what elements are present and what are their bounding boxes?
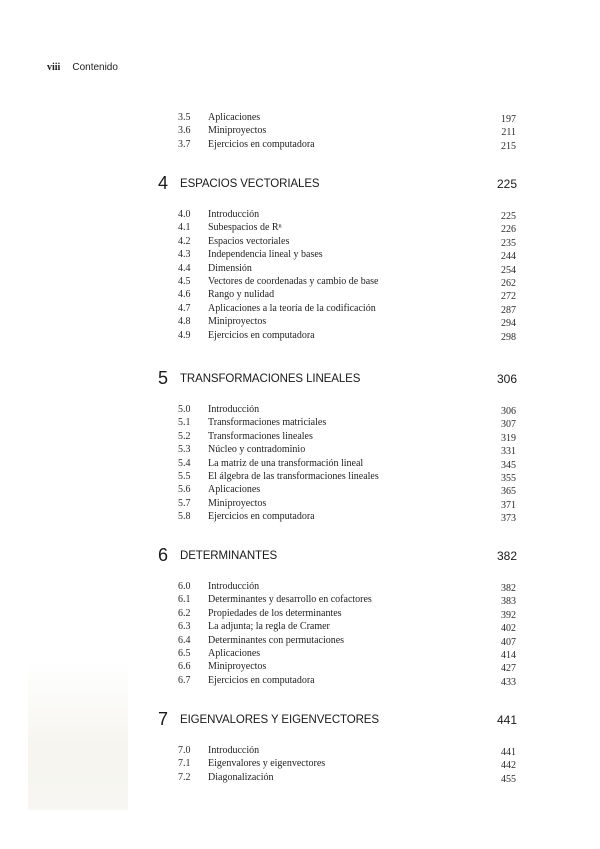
entry-page: 319 bbox=[501, 432, 516, 444]
entry-page: 226 bbox=[501, 224, 516, 236]
toc-entry[interactable] bbox=[0, 209, 600, 223]
entry-page: 331 bbox=[501, 446, 516, 458]
chapter-number: 4 bbox=[158, 173, 169, 193]
entry-title: Ejercicios en computadora bbox=[208, 329, 315, 341]
entry-title: Transformaciones lineales bbox=[208, 430, 313, 442]
toc-entry[interactable] bbox=[0, 675, 600, 689]
toc-entry[interactable] bbox=[0, 458, 600, 472]
entry-title: El álgebra de las transformaciones lineales bbox=[208, 471, 379, 482]
entry-page: 407 bbox=[501, 636, 516, 648]
toc-entry[interactable] bbox=[0, 608, 600, 622]
chapter-title: EIGENVALORES Y EIGENVECTORES bbox=[180, 714, 379, 726]
entry-page: 414 bbox=[501, 650, 516, 661]
entry-page: 235 bbox=[501, 237, 516, 249]
entry-title: Miniproyectos bbox=[208, 661, 267, 673]
toc-entry[interactable] bbox=[0, 745, 600, 759]
entry-page: 442 bbox=[501, 760, 516, 772]
entry-number: 4.2 bbox=[178, 235, 191, 247]
entry-number: 5.0 bbox=[178, 404, 191, 415]
toc-entry[interactable] bbox=[0, 621, 600, 635]
entry-page: 427 bbox=[501, 663, 516, 675]
entry-page: 433 bbox=[501, 676, 516, 688]
running-header bbox=[47, 62, 118, 73]
entry-title: Diagonalización bbox=[208, 771, 274, 783]
toc-entry[interactable] bbox=[0, 303, 600, 317]
toc-entry[interactable] bbox=[0, 498, 600, 512]
toc-entry[interactable] bbox=[0, 635, 600, 649]
entry-number: 6.4 bbox=[178, 634, 191, 646]
chapter-page: 225 bbox=[496, 177, 517, 191]
entry-title: Miniproyectos bbox=[208, 497, 267, 509]
entry-title: Eigenvalores y eigenvectores bbox=[208, 758, 326, 770]
toc-entry[interactable] bbox=[0, 404, 600, 418]
toc-entry[interactable] bbox=[0, 417, 600, 431]
entry-title: Introducción bbox=[208, 404, 260, 415]
entry-page: 244 bbox=[501, 251, 516, 263]
entry-title: Introducción bbox=[208, 745, 260, 756]
toc-entry[interactable] bbox=[0, 772, 600, 786]
toc-entry[interactable] bbox=[0, 648, 600, 662]
entry-title: Transformaciones matriciales bbox=[208, 417, 327, 429]
toc-entry[interactable] bbox=[0, 249, 600, 263]
entry-page: 294 bbox=[501, 318, 516, 330]
toc-entry[interactable] bbox=[0, 276, 600, 290]
toc-entry[interactable] bbox=[0, 594, 600, 608]
chapter-heading[interactable] bbox=[0, 368, 600, 390]
entry-number: 6.7 bbox=[178, 674, 191, 686]
entry-page: 373 bbox=[501, 513, 516, 525]
entry-page: 197 bbox=[501, 114, 516, 125]
entry-title: Aplicaciones bbox=[208, 484, 261, 496]
entry-number: 7.0 bbox=[178, 745, 191, 756]
entry-title: Aplicaciones bbox=[208, 112, 261, 123]
entry-number: 3.6 bbox=[178, 125, 191, 137]
entry-number: 4.6 bbox=[178, 289, 191, 301]
entry-title: Determinantes y desarrollo en cofactores bbox=[208, 594, 372, 606]
entry-page: 441 bbox=[501, 747, 516, 758]
entry-title: Determinantes con permutaciones bbox=[208, 634, 345, 646]
entry-number: 5.2 bbox=[178, 430, 191, 442]
entry-page: 306 bbox=[501, 406, 516, 417]
entry-number: 4.8 bbox=[178, 316, 191, 328]
toc-entry[interactable] bbox=[0, 511, 600, 525]
entry-title: Núcleo y contradominio bbox=[208, 444, 306, 456]
entry-page: 211 bbox=[501, 127, 516, 139]
entry-title: Miniproyectos bbox=[208, 125, 267, 137]
chapter-page: 306 bbox=[496, 372, 517, 386]
chapter-number: 5 bbox=[158, 368, 169, 388]
entry-number: 4.4 bbox=[178, 262, 191, 274]
entry-title: Miniproyectos bbox=[208, 316, 267, 328]
entry-number: 6.3 bbox=[178, 621, 191, 633]
entry-page: 392 bbox=[501, 609, 516, 621]
chapter-heading[interactable] bbox=[0, 173, 600, 195]
chapter-page: 441 bbox=[496, 713, 517, 727]
chapter-page: 382 bbox=[496, 549, 517, 563]
toc-entry[interactable] bbox=[0, 431, 600, 445]
entry-title: Independencia lineal y bases bbox=[208, 249, 323, 261]
entry-title: Ejercicios en computadora bbox=[208, 674, 315, 686]
entry-page: 382 bbox=[501, 583, 516, 594]
entry-title: Rango y nulidad bbox=[208, 289, 275, 301]
entry-number: 4.0 bbox=[178, 209, 191, 220]
entry-number: 3.7 bbox=[178, 138, 191, 150]
entry-number: 4.1 bbox=[178, 222, 191, 234]
chapter-title: ESPACIOS VECTORIALES bbox=[180, 178, 320, 190]
entry-number: 4.3 bbox=[178, 249, 191, 261]
entry-page: 254 bbox=[501, 264, 516, 276]
toc-entry[interactable] bbox=[0, 236, 600, 250]
toc-entry[interactable] bbox=[0, 112, 600, 126]
entry-number: 5.5 bbox=[178, 471, 191, 482]
entry-page: 345 bbox=[501, 459, 516, 471]
entry-number: 4.7 bbox=[178, 302, 191, 314]
toc-entry[interactable] bbox=[0, 222, 600, 236]
entry-page: 262 bbox=[501, 278, 516, 289]
chapter-heading[interactable] bbox=[0, 545, 600, 567]
entry-page: 215 bbox=[501, 140, 516, 152]
chapter-title: DETERMINANTES bbox=[180, 550, 278, 562]
chapter-number: 7 bbox=[158, 709, 169, 729]
entry-number: 5.8 bbox=[178, 511, 191, 523]
entry-number: 5.7 bbox=[178, 497, 191, 509]
entry-title: Aplicaciones bbox=[208, 648, 261, 659]
entry-title: Aplicaciones a la teoría de la codificación bbox=[208, 302, 376, 314]
entry-number: 6.1 bbox=[178, 594, 191, 606]
toc-entry[interactable] bbox=[0, 444, 600, 458]
entry-title: Ejercicios en computadora bbox=[208, 138, 315, 150]
toc-entry[interactable] bbox=[0, 471, 600, 485]
entry-number: 6.0 bbox=[178, 581, 191, 592]
entry-title: Espacios vectoriales bbox=[208, 235, 290, 247]
entry-page: 455 bbox=[501, 773, 516, 785]
toc-entry[interactable] bbox=[0, 330, 600, 344]
entry-page: 225 bbox=[501, 211, 516, 222]
entry-page: 307 bbox=[501, 419, 516, 431]
entry-title: Introducción bbox=[208, 581, 260, 592]
entry-title: La adjunta; la regla de Cramer bbox=[208, 621, 330, 633]
header-page-number: viii bbox=[47, 62, 61, 73]
entry-number: 6.6 bbox=[178, 661, 191, 673]
entry-number: 6.2 bbox=[178, 607, 191, 619]
entry-number: 5.4 bbox=[178, 457, 191, 469]
entry-number: 5.1 bbox=[178, 417, 191, 429]
entry-number: 5.3 bbox=[178, 444, 191, 456]
entry-page: 402 bbox=[501, 623, 516, 635]
entry-title: Subespacios de Rⁿ bbox=[208, 222, 282, 234]
header-running-title: Contenido bbox=[72, 62, 118, 73]
entry-title: Ejercicios en computadora bbox=[208, 511, 315, 523]
entry-title: Propiedades de los determinantes bbox=[208, 607, 342, 619]
entry-number: 3.5 bbox=[178, 112, 191, 123]
entry-page: 287 bbox=[501, 304, 516, 316]
toc-entry[interactable] bbox=[0, 484, 600, 498]
toc-entry[interactable] bbox=[0, 125, 600, 139]
chapter-number: 6 bbox=[158, 545, 169, 565]
chapter-heading[interactable] bbox=[0, 709, 600, 731]
toc-entry[interactable] bbox=[0, 661, 600, 675]
entry-number: 4.9 bbox=[178, 329, 191, 341]
entry-number: 6.5 bbox=[178, 648, 191, 659]
entry-page: 365 bbox=[501, 486, 516, 498]
entry-number: 5.6 bbox=[178, 484, 191, 496]
entry-number: 4.5 bbox=[178, 276, 191, 287]
entry-page: 298 bbox=[501, 331, 516, 343]
toc-entry[interactable] bbox=[0, 316, 600, 330]
entry-page: 355 bbox=[501, 473, 516, 484]
entry-title: Introducción bbox=[208, 209, 260, 220]
toc-entry[interactable] bbox=[0, 263, 600, 277]
toc-entry[interactable] bbox=[0, 289, 600, 303]
toc-entry[interactable] bbox=[0, 758, 600, 772]
entry-page: 383 bbox=[501, 596, 516, 608]
toc-entry[interactable] bbox=[0, 581, 600, 595]
chapter-title: TRANSFORMACIONES LINEALES bbox=[180, 373, 361, 385]
entry-page: 272 bbox=[501, 291, 516, 303]
entry-page: 371 bbox=[501, 499, 516, 511]
toc-entry[interactable] bbox=[0, 139, 600, 153]
entry-title: Vectores de coordenadas y cambio de base bbox=[208, 276, 379, 287]
entry-number: 7.2 bbox=[178, 771, 191, 783]
entry-title: La matriz de una transformación lineal bbox=[208, 457, 364, 469]
entry-title: Dimensión bbox=[208, 262, 252, 274]
entry-number: 7.1 bbox=[178, 758, 191, 770]
